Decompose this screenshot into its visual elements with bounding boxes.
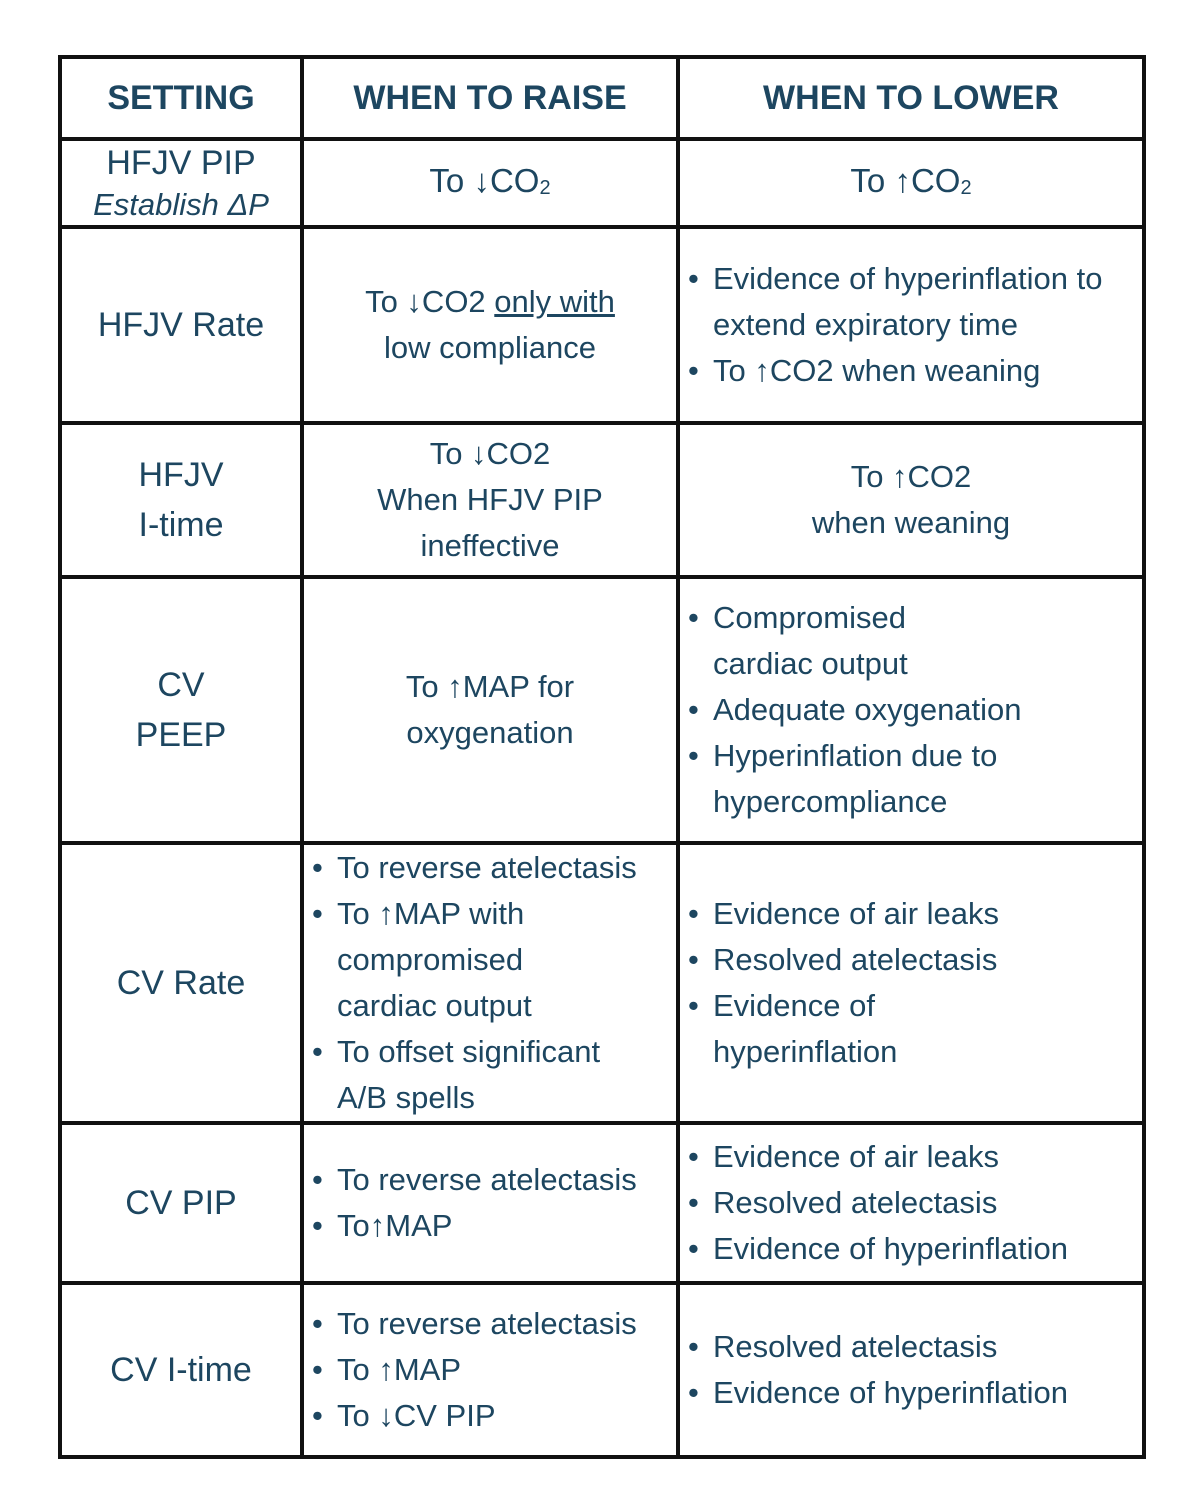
setting-label-line: CV <box>157 666 205 704</box>
header-when-to-raise: WHEN TO RAISE <box>302 57 678 139</box>
raise-cell <box>302 577 678 843</box>
lower-list <box>680 256 1142 394</box>
list-item: • Hyperinflation due to hypercompliance <box>688 733 1136 825</box>
lower-cell <box>678 1123 1144 1283</box>
setting-label: CV Rate <box>116 964 246 1002</box>
list-item: • Resolved atelectasis <box>688 1324 1136 1370</box>
lower-list <box>680 1134 1142 1272</box>
lower-cell <box>678 1283 1144 1457</box>
raise-line: To ↓CO2 <box>429 436 551 471</box>
table-row <box>60 1283 1144 1457</box>
list-item: • To offset significant A/B spells <box>312 1029 670 1121</box>
raise-text: To ↓CO2 <box>365 284 495 319</box>
raise-cell <box>302 843 678 1123</box>
raise-line: When HFJV PIP <box>377 482 603 517</box>
raise-cell <box>302 1123 678 1283</box>
setting-cell <box>60 843 302 1123</box>
table-row <box>60 227 1144 423</box>
setting-cell <box>60 577 302 843</box>
header-row <box>60 57 1144 139</box>
settings-table <box>58 55 1146 1459</box>
lower-text: To ↑CO <box>850 161 961 199</box>
raise-cell <box>302 423 678 577</box>
list-item: • Evidence of air leaks <box>688 891 1136 937</box>
list-item: • Resolved atelectasis <box>688 937 1136 983</box>
raise-cell <box>302 1283 678 1457</box>
setting-cell <box>60 1283 302 1457</box>
header-when-to-lower: WHEN TO LOWER <box>678 57 1144 139</box>
list-item: • Resolved atelectasis <box>688 1180 1136 1226</box>
table-row <box>60 139 1144 227</box>
list-item: • To ↑MAP <box>312 1347 670 1393</box>
lower-list <box>680 891 1142 1075</box>
raise-line: low compliance <box>384 330 596 365</box>
raise-cell <box>302 139 678 227</box>
raise-line: oxygenation <box>406 715 574 750</box>
lower-cell <box>678 227 1144 423</box>
raise-list <box>304 1301 676 1439</box>
setting-cell <box>60 139 302 227</box>
setting-label: HFJV Rate <box>97 306 265 344</box>
setting-cell <box>60 1123 302 1283</box>
setting-label-line: HFJV <box>138 456 224 494</box>
lower-subscript: 2 <box>960 176 972 199</box>
setting-label: CV I-time <box>110 1351 252 1389</box>
lower-cell <box>678 139 1144 227</box>
raise-list <box>304 845 676 1121</box>
list-item: • Evidence of hyperinflation <box>688 1370 1136 1416</box>
list-item: • To reverse atelectasis <box>312 1157 670 1203</box>
table-row <box>60 1123 1144 1283</box>
setting-sublabel: Establish ΔP <box>93 187 269 222</box>
list-item: • Evidence of hyperinflation <box>688 1226 1136 1272</box>
lower-list <box>680 1324 1142 1416</box>
raise-line: ineffective <box>420 528 560 563</box>
list-item: • Evidence of hyperinflation <box>688 983 1136 1075</box>
table-row <box>60 843 1144 1123</box>
list-item: • To ↑MAP with compromised cardiac output <box>312 891 670 1029</box>
setting-cell <box>60 227 302 423</box>
table-row <box>60 423 1144 577</box>
lower-line: To ↑CO2 <box>850 459 972 494</box>
list-item: • To reverse atelectasis <box>312 845 670 891</box>
list-item: • Evidence of hyperinflation to extend expiratory time <box>688 256 1136 348</box>
raise-line <box>304 279 676 325</box>
setting-label-line: PEEP <box>135 716 227 754</box>
table-row <box>60 577 1144 843</box>
lower-cell <box>678 423 1144 577</box>
raise-subscript: 2 <box>539 176 551 199</box>
list-item: • To ↑CO2 when weaning <box>688 348 1136 394</box>
list-item: • To↑MAP <box>312 1203 670 1249</box>
lower-cell <box>678 843 1144 1123</box>
header-setting: SETTING <box>60 57 302 139</box>
lower-cell <box>678 577 1144 843</box>
list-item: • To reverse atelectasis <box>312 1301 670 1347</box>
list-item: • Compromised cardiac output <box>688 595 1136 687</box>
lower-line: when weaning <box>811 505 1011 540</box>
raise-text: To ↓CO <box>429 161 540 199</box>
setting-label-line: I-time <box>138 506 224 544</box>
setting-label: CV PIP <box>125 1184 237 1222</box>
list-item: • Evidence of air leaks <box>688 1134 1136 1180</box>
setting-cell <box>60 423 302 577</box>
setting-label: HFJV PIP <box>106 144 256 182</box>
list-item: • To ↓CV PIP <box>312 1393 670 1439</box>
list-item: • Adequate oxygenation <box>688 687 1136 733</box>
raise-underlined-text: only with <box>494 284 615 319</box>
raise-list <box>304 1157 676 1249</box>
raise-cell <box>302 227 678 423</box>
raise-line: To ↑MAP for <box>405 669 575 704</box>
lower-list <box>680 595 1142 825</box>
